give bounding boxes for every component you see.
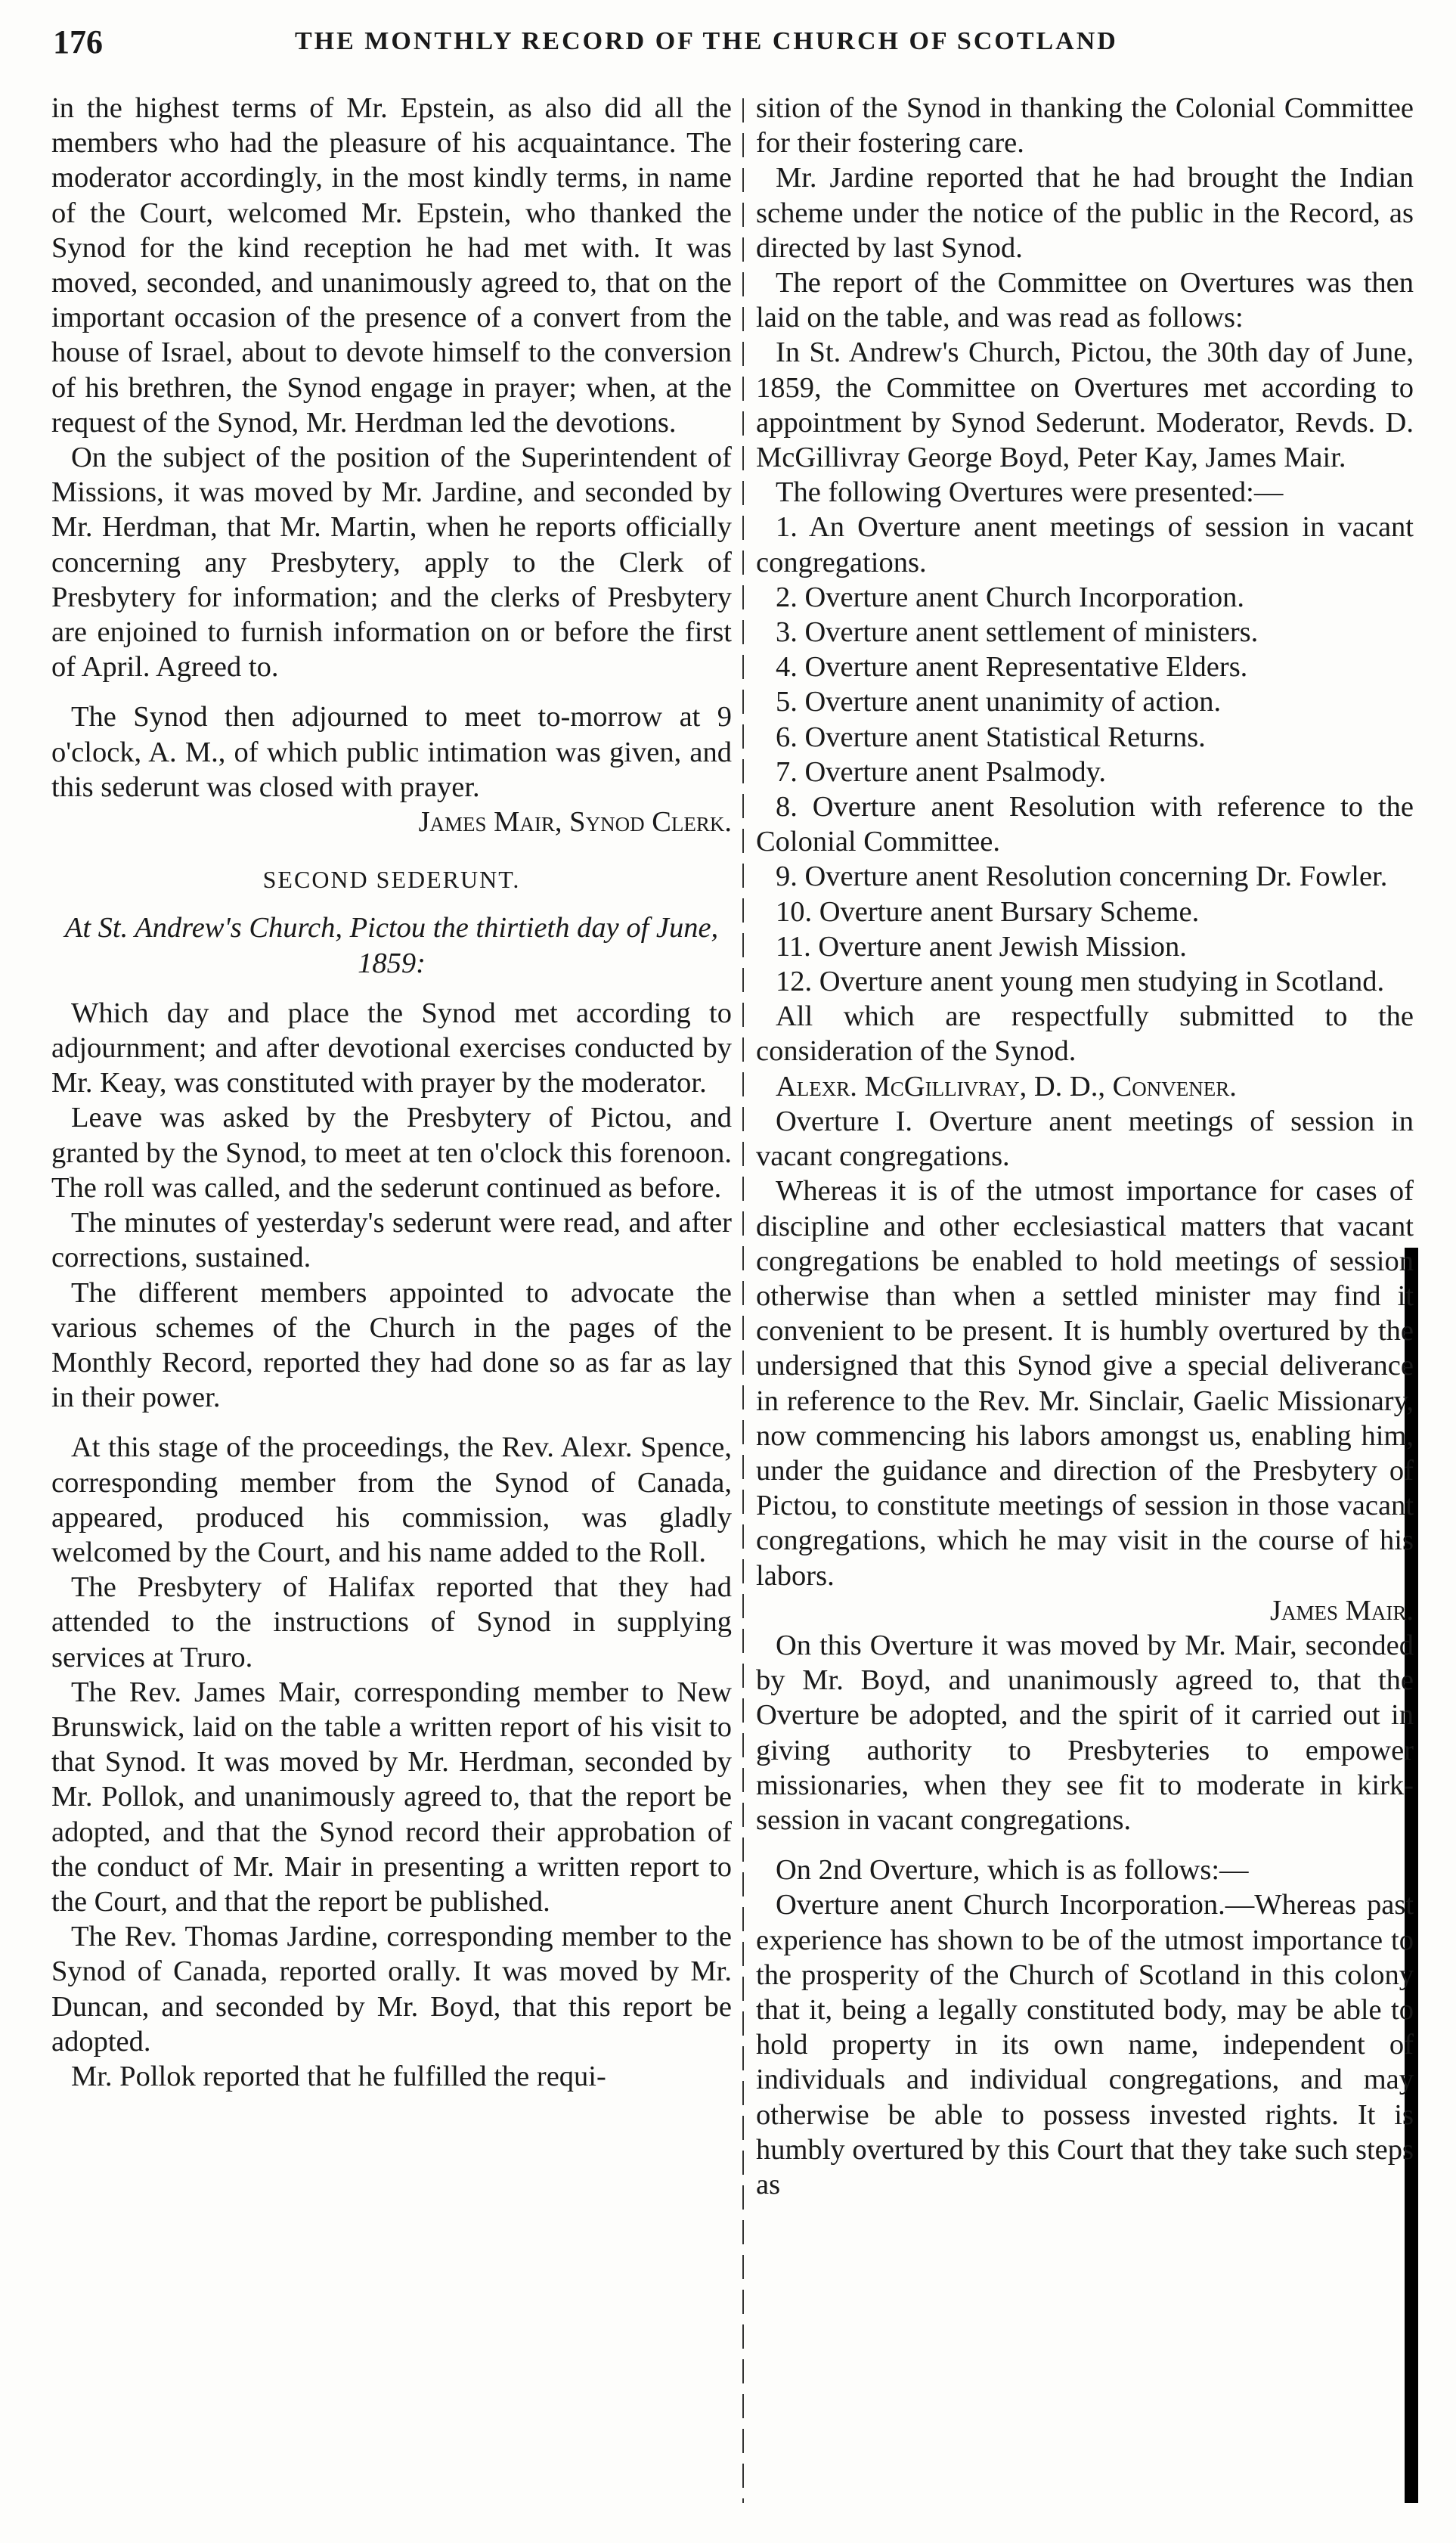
- list-item: 7. Overture anent Psalmody.: [776, 755, 1106, 788]
- paragraph: Leave was asked by the Presbytery of Pictou, and granted by the Synod, to meet at ten o'clock this forenoon. The roll was called, and the sederunt continued as before.: [51, 1102, 732, 1204]
- paragraph: Overture I. Overture anent meetings of session in vacant congregations.: [756, 1105, 1414, 1173]
- paragraph: Mr. Pollok reported that he fulfilled the requi-: [71, 2060, 606, 2092]
- paragraph: The following Overtures were presented:—: [776, 476, 1284, 509]
- paragraph: At this stage of the proceedings, the Rev. Alexr. Spence, corresponding member from the Synod of Canada, appeared, produced his commission, was gladly welcomed by the Court, and his name added to the Roll.: [51, 1431, 732, 1568]
- paragraph: On this Overture it was moved by Mr. Mair, seconded by Mr. Boyd, and unanimously agreed to, that the Overture be adopted, and the spirit of it carried out in giving authority to Presbyteries to empower missionaries, when they see fit to moderate in kirk-session in vacant congregations.: [756, 1629, 1414, 1836]
- section-title: SECOND SEDERUNT.: [262, 866, 521, 894]
- paragraph: The Presbytery of Halifax reported that they had attended to the instructions of Synod in supplying services at Truro.: [51, 1571, 732, 1673]
- paragraph: The Rev. James Mair, corresponding member to New Brunswick, laid on the table a written report of his visit to that Synod. It was moved by Mr. Herdman, seconded by Mr. Pollok, and unanimously agreed to, that the report be adopted, and that the Synod record their approbation of the conduct of Mr. Mair in presenting a written report to the Court, and that the report be published.: [51, 1676, 732, 1918]
- list-item: 3. Overture anent settlement of ministers.: [776, 616, 1259, 649]
- signature: James Mair, Synod Clerk.: [418, 806, 732, 839]
- list-item: 6. Overture anent Statistical Returns.: [776, 721, 1206, 753]
- overtures-list: [756, 510, 1414, 999]
- list-item: 2. Overture anent Church Incorporation.: [776, 581, 1245, 613]
- column-divider: [742, 98, 744, 2503]
- list-item: 10. Overture anent Bursary Scheme.: [776, 895, 1200, 928]
- paragraph: The report of the Committee on Overtures was then laid on the table, and was read as follows:: [756, 267, 1414, 334]
- paragraph: All which are respectfully submitted to the consideration of the Synod.: [756, 1000, 1414, 1068]
- paragraph: sition of the Synod in thanking the Colonial Committee for their fostering care.: [756, 92, 1414, 160]
- paragraph: On the subject of the position of the Superintendent of Missions, it was moved by Mr. Jardine, and seconded by Mr. Herdman, that Mr. Martin, when he reports officially concerning any Presbytery, apply to the Clerk of Presbytery for information; and the clerks of Presbytery are enjoined to furnish information on or before the first of April. Agreed to.: [51, 442, 732, 684]
- dateline: At St. Andrew's Church, Pictou the thirtieth day of June, 1859:: [64, 912, 719, 979]
- paragraph: The Synod then adjourned to meet to-morrow at 9 o'clock, A. M., of which public intimation was given, and this sederunt was closed with prayer.: [51, 701, 732, 803]
- list-item: 8. Overture anent Resolution with reference to the Colonial Committee.: [756, 791, 1414, 858]
- signature: James Mair.: [1270, 1594, 1414, 1627]
- paragraph: The minutes of yesterday's sederunt were read, and after corrections, sustained.: [51, 1207, 732, 1274]
- list-item: 9. Overture anent Resolution concerning Dr. Fowler.: [776, 861, 1388, 893]
- paragraph: The different members appointed to advocate the various schemes of the Church in the pages of the Monthly Record, reported they had done so as far as lay in their power.: [51, 1276, 732, 1414]
- paragraph: Mr. Jardine reported that he had brought the Indian scheme under the notice of the public in the Record, as directed by last Synod.: [756, 162, 1414, 264]
- paragraph: Which day and place the Synod met according to adjournment; and after devotional exercises conducted by Mr. Keay, was constituted with prayer by the moderator.: [51, 997, 732, 1099]
- right-column: [756, 91, 1414, 2202]
- paragraph: in the highest terms of Mr. Epstein, as also did all the members who had the pleasure of his acquaintance. The moderator accordingly, in the most kindly terms, in name of the Court, welcomed Mr. Epstein, who thanked the Synod for the kind reception he had met with. It was moved, seconded, and unanimously agreed to, that on the important occasion of the presence of a convert from the house of Israel, about to devote himself to the conversion of his brethren, the Synod engage in prayer; when, at the request of the Synod, Mr. Herdman led the devotions.: [51, 92, 732, 439]
- left-column: [51, 91, 732, 2094]
- running-title: THE MONTHLY RECORD OF THE CHURCH OF SCOTLAND: [295, 27, 1118, 55]
- signature: Alexr. McGillivray, D. D., Convener.: [776, 1070, 1237, 1102]
- page-number: 176: [53, 23, 103, 60]
- list-item: 11. Overture anent Jewish Mission.: [776, 930, 1187, 963]
- list-item: 5. Overture anent unanimity of action.: [776, 686, 1222, 718]
- paragraph: The Rev. Thomas Jardine, corresponding member to the Synod of Canada, reported orally. It was moved by Mr. Duncan, and seconded by Mr. Boyd, that this report be adopted.: [51, 1921, 732, 2058]
- paragraph: In St. Andrew's Church, Pictou, the 30th day of June, 1859, the Committee on Overtures met according to appointment by Synod Sederunt. Moderator, Revds. D. McGillivray George Boyd, Peter Kay, James Mair.: [756, 336, 1414, 474]
- list-item: 4. Overture anent Representative Elders.: [776, 651, 1248, 684]
- list-item: 1. An Overture anent meetings of session in vacant congregations.: [756, 511, 1414, 578]
- paragraph: On 2nd Overture, which is as follows:—: [776, 1854, 1249, 1887]
- page-header: [53, 23, 1414, 68]
- paragraph: Overture anent Church Incorporation.—Whereas past experience has shown to be of the utmost importance to the prosperity of the Church of Scotland in this colony that it, being a legally constituted body, may be able to hold property in its own name, independent of individuals and individual congregations, and may otherwise be able to possess invested rights. It is humbly overtured by this Court that they take such steps as: [756, 1889, 1414, 2200]
- paragraph: Whereas it is of the utmost importance for cases of discipline and other ecclesiastical matters that vacant congregations be enabled to hold meetings of session otherwise than when a settled minister may find it convenient to be present. It is humbly overtured by the undersigned that this Synod give a special deliverance in reference to the Rev. Mr. Sinclair, Gaelic Missionary, now commencing his labors amongst us, enabling him, under the guidance and direction of the Presbytery of Pictou, to constitute meetings of session in those vacant congregations, which he may visit in the course of his labors.: [756, 1175, 1414, 1592]
- list-item: 12. Overture anent young men studying in Scotland.: [776, 966, 1385, 998]
